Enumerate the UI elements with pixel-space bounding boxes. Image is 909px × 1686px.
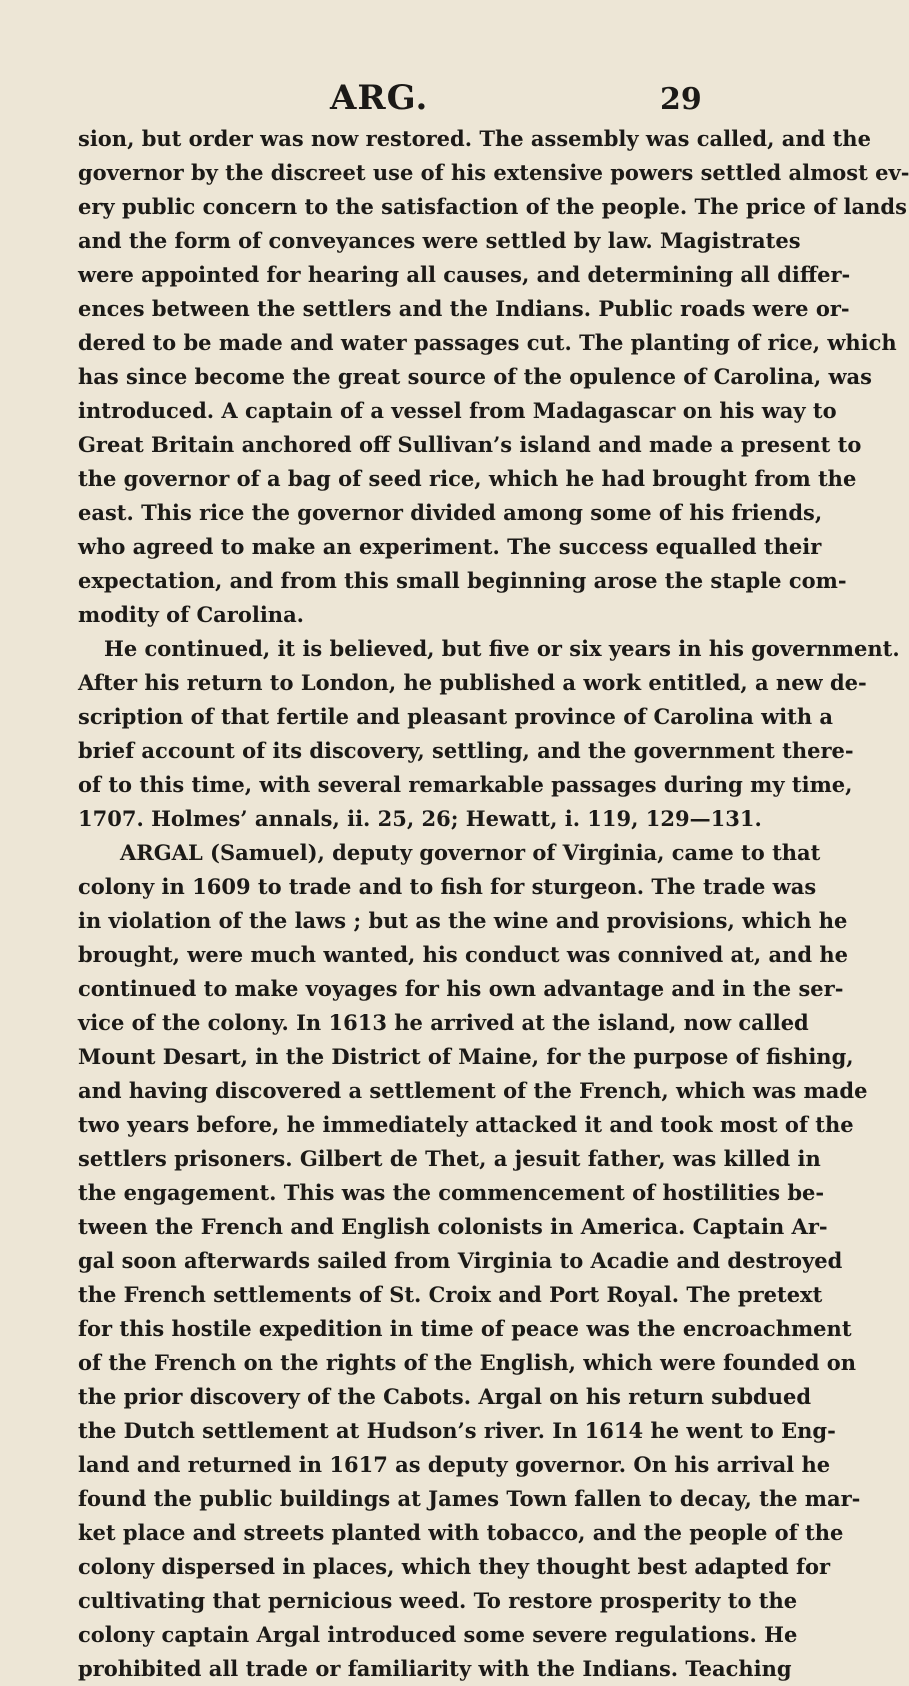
text-line: dered to be made and water passages cut. The planting of rice, which: [78, 330, 897, 355]
text-line: of to this time, with several remarkable passages during my time,: [78, 772, 853, 797]
paragraph-start-line: He continued, it is believed, but five or six years in his government.: [104, 636, 900, 661]
body-text: [78, 122, 909, 1686]
text-line: were appointed for hearing all causes, and determining all differ-: [78, 262, 851, 287]
text-line: modity of Carolina.: [78, 602, 304, 627]
entry-heading-line: ARGAL (Samuel), deputy governor of Virginia, came to that: [120, 840, 821, 865]
text-line: colony in 1609 to trade and to fish for sturgeon. The trade was: [78, 874, 817, 899]
text-line: cultivating that pernicious weed. To restore prosperity to the: [78, 1588, 798, 1613]
text-line: scription of that fertile and pleasant province of Carolina with a: [78, 704, 834, 729]
text-line: ences between the settlers and the Indians. Public roads were or-: [78, 296, 850, 321]
text-line: the French settlements of St. Croix and Port Royal. The pretext: [78, 1282, 823, 1307]
text-line: sion, but order was now restored. The assembly was called, and the: [78, 126, 871, 151]
text-line: colony dispersed in places, which they thought best adapted for: [78, 1554, 831, 1579]
text-line: prohibited all trade or familiarity with the Indians. Teaching: [78, 1656, 792, 1681]
text-line: Great Britain anchored off Sullivan’s island and made a present to: [78, 432, 862, 457]
text-line: ket place and streets planted with tobacco, and the people of the: [78, 1520, 844, 1545]
text-line: land and returned in 1617 as deputy governor. On his arrival he: [78, 1452, 831, 1477]
page-number: 29: [660, 82, 702, 117]
running-head-title: ARG.: [330, 78, 429, 118]
text-line: for this hostile expedition in time of peace was the encroachment: [78, 1316, 852, 1341]
text-line: the Dutch settlement at Hudson’s river. In 1614 he went to Eng-: [78, 1418, 836, 1443]
text-line: colony captain Argal introduced some severe regulations. He: [78, 1622, 798, 1647]
text-line: settlers prisoners. Gilbert de Thet, a jesuit father, was killed in: [78, 1146, 821, 1171]
text-line: and the form of conveyances were settled by law. Magistrates: [78, 228, 801, 253]
text-line: tween the French and English colonists in America. Captain Ar-: [78, 1214, 828, 1239]
text-line: brought, were much wanted, his conduct was connived at, and he: [78, 942, 848, 967]
text-line: the engagement. This was the commencement of hostilities be-: [78, 1180, 825, 1205]
text-line: governor by the discreet use of his extensive powers settled almost ev-: [78, 160, 909, 185]
text-line: east. This rice the governor divided among some of his friends,: [78, 500, 823, 525]
text-line: continued to make voyages for his own advantage and in the ser-: [78, 976, 844, 1001]
text-line: expectation, and from this small beginning arose the staple com-: [78, 568, 847, 593]
text-line: introduced. A captain of a vessel from Madagascar on his way to: [78, 398, 837, 423]
running-head: [0, 78, 800, 120]
text-line: Mount Desart, in the District of Maine, for the purpose of fishing,: [78, 1044, 854, 1069]
text-line: ery public concern to the satisfaction of the people. The price of lands: [78, 194, 907, 219]
text-line: found the public buildings at James Town fallen to decay, the mar-: [78, 1486, 861, 1511]
text-line: who agreed to make an experiment. The success equalled their: [78, 534, 822, 559]
text-line: in violation of the laws ; but as the wine and provisions, which he: [78, 908, 848, 933]
text-line: two years before, he immediately attacked it and took most of the: [78, 1112, 854, 1137]
text-line: and having discovered a settlement of the French, which was made: [78, 1078, 868, 1103]
text-line: the governor of a bag of seed rice, which he had brought from the: [78, 466, 857, 491]
text-line: gal soon afterwards sailed from Virginia to Acadie and destroyed: [78, 1248, 843, 1273]
text-line: vice of the colony. In 1613 he arrived at the island, now called: [78, 1010, 809, 1035]
text-line: the prior discovery of the Cabots. Argal on his return subdued: [78, 1384, 812, 1409]
citation-line: 1707. Holmes’ annals, ii. 25, 26; Hewatt, i. 119, 129—131.: [78, 806, 762, 831]
text-line: of the French on the rights of the English, which were founded on: [78, 1350, 857, 1375]
text-line: After his return to London, he published a work entitled, a new de-: [78, 670, 867, 695]
text-line: has since become the great source of the opulence of Carolina, was: [78, 364, 872, 389]
text-line: brief account of its discovery, settling, and the government there-: [78, 738, 854, 763]
